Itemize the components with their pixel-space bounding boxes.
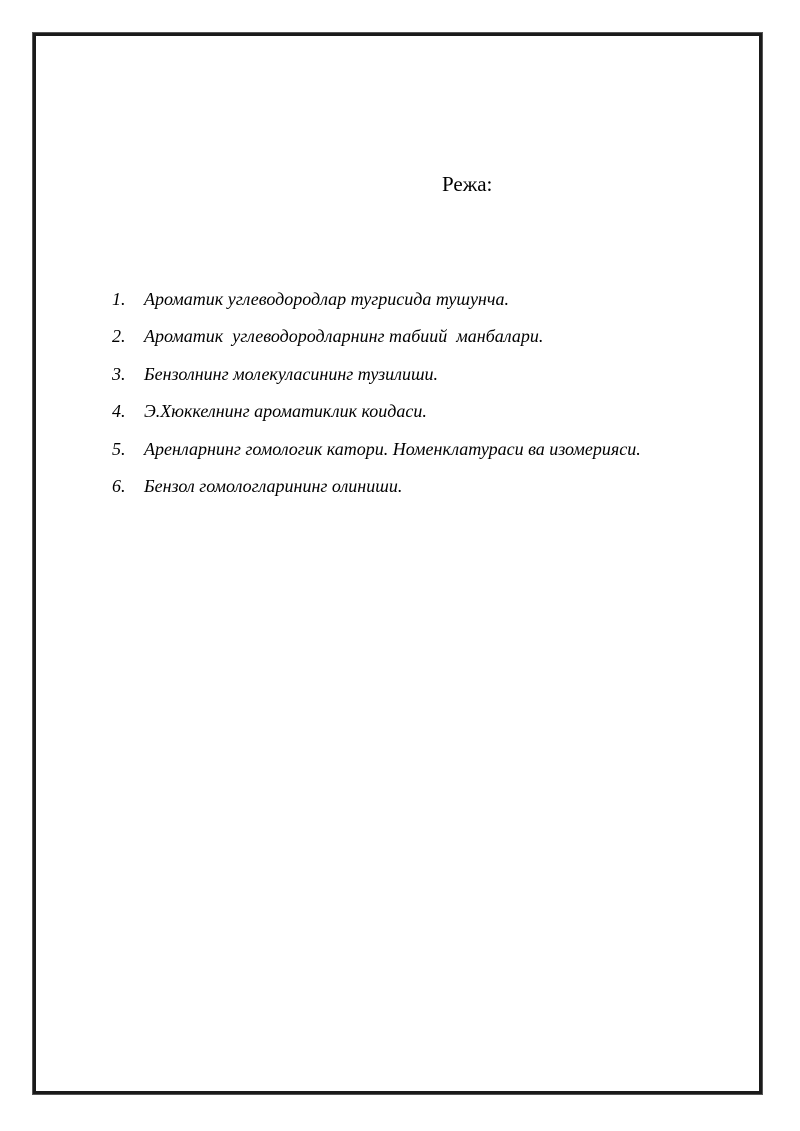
list-item (112, 286, 641, 323)
item-text: Э.Хюккелнинг ароматиклик коидаси. (144, 401, 427, 422)
page-border (33, 33, 762, 1094)
item-text: Ароматик углеводородларнинг табиий манбалари. (144, 326, 544, 347)
item-number: 5. (112, 438, 126, 459)
outline-list (112, 286, 641, 510)
item-number: 4. (112, 401, 126, 422)
list-item (112, 398, 641, 435)
list-item (112, 473, 641, 510)
list-item (112, 361, 641, 398)
item-text: Ароматик углеводородлар тугрисида тушунча. (144, 289, 509, 309)
item-text: Аренларнинг гомологик катори. Номенклатураси ва изомерияси. (144, 438, 641, 459)
page-title: Режа: (442, 172, 493, 196)
list-item (112, 436, 641, 473)
item-text: Бензол гомологларининг олиниши. (144, 475, 403, 496)
item-number: 6. (112, 475, 126, 496)
item-number: 2. (112, 326, 126, 347)
item-number: 1. (112, 289, 126, 309)
item-text: Бензолнинг молекуласининг тузилиши. (144, 363, 439, 384)
item-number: 3. (112, 363, 126, 384)
list-item (112, 323, 641, 360)
